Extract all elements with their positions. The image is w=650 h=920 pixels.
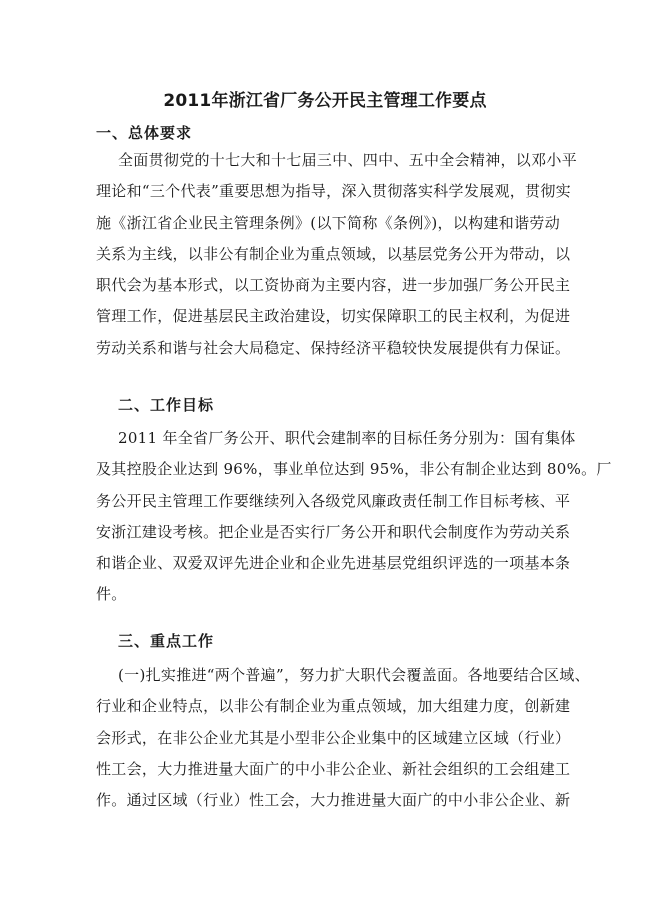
paragraph-line: 劳动关系和谐与社会大局稳定、保持经济平稳较快发展提供有力保证。 [96, 338, 571, 357]
paragraph-line: (一)扎实推进“两个普遍”，努力扩大职代会覆盖面。各地要结合区域、 [118, 666, 590, 684]
paragraph-line: 作。通过区域（行业）性工会，大力推进量大面广的中小非公企业、新 [96, 791, 571, 810]
paragraph-line: 行业和企业特点，以非公有制企业为重点领域，加大组建力度，创新建 [96, 697, 571, 716]
paragraph-line: 性工会，大力推进量大面广的中小非公企业、新社会组织的工会组建工 [96, 759, 571, 778]
document-title: 2011年浙江省厂务公开民主管理工作要点 [163, 91, 487, 111]
section-heading-key-tasks: 三、重点工作 [118, 632, 215, 650]
section-paragraph-key-tasks [96, 660, 590, 816]
paragraph-line: 全面贯彻党的十七大和十七届三中、四中、五中全会精神，以邓小平 [118, 151, 578, 169]
paragraph-line: 及其控股企业达到 96%，事业单位达到 95%，非公有制企业达到 80%。厂 [96, 460, 612, 479]
section-paragraph-work-goals [96, 423, 612, 611]
paragraph-line: 施《浙江省企业民主管理条例》(以下简称《条例》)，以构建和谐劳动 [96, 213, 560, 232]
paragraph-line: 件。 [96, 585, 127, 604]
paragraph-line: 和谐企业、双爱双评先进企业和企业先进基层党组织评选的一项基本条 [96, 554, 571, 573]
paragraph-line: 会形式，在非公企业尤其是小型非公企业集中的区域建立区域（行业） [96, 728, 571, 747]
section-heading-work-goals: 二、工作目标 [118, 396, 215, 414]
section-paragraph-general-requirements [96, 145, 578, 364]
paragraph-line: 职代会为基本形式，以工资协商为主要内容，进一步加强厂务公开民主 [96, 276, 571, 295]
paragraph-line: 务公开民主管理工作要继续列入各级党风廉政责任制工作目标考核、平 [96, 491, 571, 510]
paragraph-line: 关系为主线，以非公有制企业为重点领域，以基层党务公开为带动，以 [96, 244, 571, 263]
section-heading-general-requirements: 一、总体要求 [96, 124, 193, 142]
paragraph-line: 理论和“三个代表”重要思想为指导，深入贯彻落实科学发展观，贯彻实 [96, 182, 571, 201]
paragraph-line: 管理工作，促进基层民主政治建设，切实保障职工的民主权利，为促进 [96, 307, 571, 326]
paragraph-line: 安浙江建设考核。把企业是否实行厂务公开和职代会制度作为劳动关系 [96, 522, 571, 541]
paragraph-line: 2011 年全省厂务公开、职代会建制率的目标任务分别为：国有集体 [118, 429, 576, 447]
